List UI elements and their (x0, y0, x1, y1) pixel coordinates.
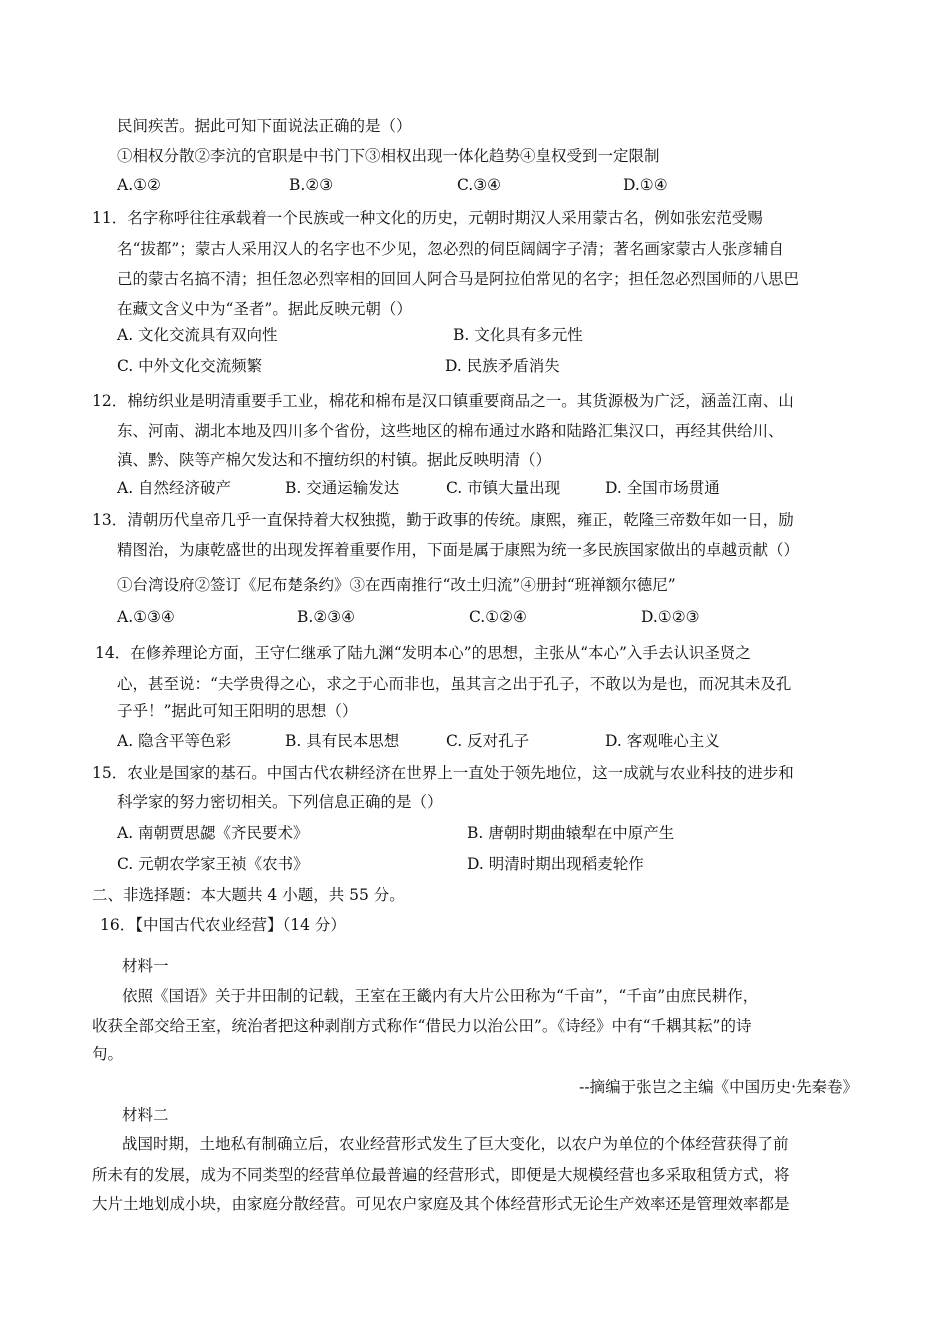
q13-line-1: 13．清朝历代皇帝几乎一直保持着大权独揽，勤于政事的传统。康熙，雍正，乾隆三帝数年如一日，励 (92, 511, 794, 529)
q10-option-a: A.①② (117, 176, 161, 194)
q10-option-b: B.②③ (289, 176, 334, 194)
q16-material1-line-2: 收获全部交给王室，统治者把这种剥削方式称作“借民力以治公田”。《诗经》中有“千耦其耘”的诗 (92, 1017, 752, 1035)
q11-option-b: B. 文化具有多元性 (453, 326, 583, 344)
q14-line-2: 心，甚至说：“夫学贵得之心，求之于心而非也，虽其言之出于孔子，不敢以为是也，而况其未及孔 (117, 675, 792, 693)
q12-line-3: 滇、黔、陕等产棉欠发达和不擅纺织的村镇。据此反映明清（） (117, 451, 552, 469)
q15-line-2: 科学家的努力密切相关。下列信息正确的是（） (117, 793, 443, 811)
q15-option-a: A. 南朝贾思勰《齐民要术》 (117, 824, 309, 842)
q11-line-4: 在藏文含义中为“圣者”。据此反映元朝（） (117, 300, 412, 318)
q14-option-c: C. 反对孔子 (446, 732, 530, 750)
q15-line-1: 15．农业是国家的基石。中国古代农耕经济在世界上一直处于领先地位，这一成就与农业科技的进步和 (92, 764, 794, 782)
q10-statements: ①相权分散②李沆的官职是中书门下③相权出现一体化趋势④皇权受到一定限制 (117, 147, 660, 165)
q15-option-d: D. 明清时期出现稻麦轮作 (467, 855, 644, 873)
q16-material2-line-1: 战国时期，土地私有制确立后，农业经营形式发生了巨大变化，以农户为单位的个体经营获得了前 (122, 1135, 789, 1153)
q12-line-1: 12．棉纺织业是明清重要手工业，棉花和棉布是汉口镇重要商品之一。其货源极为广泛，涵盖江南、山 (92, 392, 794, 410)
q16-material1-label: 材料一 (122, 957, 169, 975)
q13-statements: ①台湾设府②签订《尼布楚条约》③在西南推行“改土归流”④册封“班禅额尔德尼” (117, 576, 676, 594)
q11-option-a: A. 文化交流具有双向性 (117, 326, 278, 344)
q16-material2-line-2: 所未有的发展，成为不同类型的经营单位最普遍的经营形式，即便是大规模经营也多采取租赁方式，将 (92, 1166, 790, 1184)
q16-material2-line-3: 大片土地划成小块，由家庭分散经营。可见农户家庭及其个体经营形式无论生产效率还是管理效率都是 (92, 1195, 790, 1213)
q14-option-a: A. 隐含平等色彩 (117, 732, 232, 750)
q12-option-c: C. 市镇大量出现 (446, 479, 561, 497)
q12-line-2: 东、河南、湖北本地及四川多个省份，这些地区的棉布通过水路和陆路汇集汉口，再经其供给川、 (117, 422, 784, 440)
q11-line-3: 己的蒙古名搞不清；担任忽必烈宰相的回回人阿合马是阿拉伯常见的名字；担任忽必烈国师的八思巴 (117, 270, 800, 288)
q13-option-b: B.②③④ (297, 608, 356, 626)
q14-line-1: 14．在修养理论方面，王守仁继承了陆九渊“发明本心”的思想，主张从“本心”入手去认识圣贤之 (95, 644, 751, 662)
q12-option-d: D. 全国市场贯通 (605, 479, 720, 497)
q11-line-1: 11．名字称呼往往承载着一个民族或一种文化的历史，元朝时期汉人采用蒙古名，例如张宏范受赐 (92, 209, 763, 227)
q11-line-2: 名“拔都”；蒙古人采用汉人的名字也不少见，忽必烈的伺臣阔阔字子清；著名画家蒙古人张彦辅自 (117, 240, 784, 258)
q13-line-2: 精图治，为康乾盛世的出现发挥着重要作用，下面是属于康熙为统一多民族国家做出的卓越贡献（） (117, 541, 800, 559)
q16-material1-source: --摘编于张岂之主编《中国历史·先秦卷》 (579, 1078, 858, 1096)
q13-option-a: A.①③④ (117, 608, 175, 626)
q12-option-a: A. 自然经济破产 (117, 479, 232, 497)
q15-option-b: B. 唐朝时期曲辕犁在中原产生 (467, 824, 675, 842)
q10-option-c: C.③④ (457, 176, 502, 194)
q10-option-d: D.①④ (623, 176, 668, 194)
q16-material1-line-3: 句。 (92, 1045, 124, 1063)
q13-option-d: D.①②③ (641, 608, 700, 626)
section-2-heading: 二、非选择题：本大题共 4 小题，共 55 分。 (92, 886, 405, 904)
q14-option-b: B. 具有民本思想 (285, 732, 400, 750)
q16-material2-label: 材料二 (122, 1106, 169, 1124)
q16-material1-line-1: 依照《国语》关于井田制的记载，王室在王畿内有大片公田称为“千亩”，“千亩”由庶民耕作， (122, 987, 759, 1005)
q13-option-c: C.①②④ (469, 608, 527, 626)
q14-option-d: D. 客观唯心主义 (605, 732, 720, 750)
q14-line-3: 子乎！”据此可知王阳明的思想（） (117, 702, 358, 720)
q15-option-c: C. 元朝农学家王祯《农书》 (117, 855, 309, 873)
q12-option-b: B. 交通运输发达 (285, 479, 400, 497)
q11-option-d: D. 民族矛盾消失 (445, 357, 560, 375)
q16-title: 16．【中国古代农业经营】（14 分） (100, 916, 346, 934)
q11-option-c: C. 中外文化交流频繁 (117, 357, 263, 375)
q10-tail: 民间疾苦。据此可知下面说法正确的是（） (117, 117, 412, 135)
